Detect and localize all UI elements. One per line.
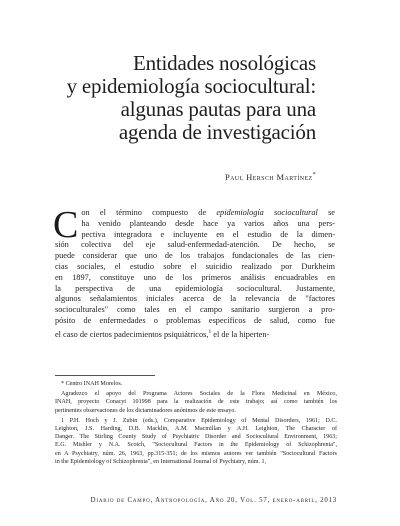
page-footer: Diario de Campo, Antropología, Año 20, Vol. 57, enero-abril, 2013 (90, 497, 337, 504)
body-text-segment: on el término compuesto de (81, 208, 217, 217)
body-line (55, 240, 335, 251)
body-line (55, 262, 335, 273)
body-text-segment: algunos señalamientos iniciales acerca de la relevancia de "factores (55, 294, 335, 304)
body-text-segment: el de la hiperten- (211, 329, 270, 339)
title-line: algunas pautas para una (120, 97, 316, 121)
body-line (55, 284, 335, 295)
footnote (55, 417, 337, 466)
body-line (55, 219, 335, 230)
body-line (55, 230, 335, 241)
body-text-segment: socioculturales" como tales en el campo sanitario surgieron a pro- (55, 305, 335, 315)
footnotes (55, 380, 337, 468)
footnote (55, 380, 337, 388)
footnote (55, 390, 337, 415)
body-line (55, 251, 335, 262)
body-text-segment: se (317, 208, 335, 217)
body-text-segment: puede considerar que uno de los trabajos fundacionales de las cien- (55, 251, 335, 261)
footnote-line: pertinentes observaciones de los dictaminadores anónimos de este ensayo. (55, 407, 236, 414)
footnote-line: * Centro INAH Morelos. (61, 381, 123, 387)
body-text-segment: el caso de ciertos padecimientos psiquiátricos, (55, 329, 209, 339)
title-line: y epidemiología sociocultural: (66, 74, 316, 98)
body-line (55, 273, 335, 284)
article-title (16, 52, 316, 144)
body-text-segment: la perspectiva de una epidemiología sociocultural. Justamente, (55, 283, 335, 293)
footnote-line: Leighton, J.S. Harding, D.B. Macklin, A.M. Macmillan y A.H. Leighton, The Character of (55, 426, 337, 433)
body-text-segment: en 1897, constituye uno de los primeros análisis encuadrables en (55, 272, 335, 282)
footnote-line: in the Epidemiology of Schizophrenia", en International Journal of Psychiatry, núm. 1, (55, 458, 267, 465)
title-line: agenda de investigación (118, 120, 316, 144)
body-line (55, 327, 335, 341)
author-name (225, 172, 316, 182)
footnote-line: en A Psychiatry, núm. 26, 1963, pp.315-351; de los mismos autores ver también "Sociocultural Factors (55, 450, 337, 457)
body-paragraph (53, 204, 335, 340)
body-text-segment: sión colectiva del eje salud-enfermedad-atención. De hecho, se (55, 240, 335, 250)
body-text-segment: pectiva integradora e incluyente en el estudio de la dimen- (81, 229, 335, 239)
author-name-text: Paul Hersch Martínez (224, 172, 313, 182)
body-text-segment: ha venido planteando desde hace ya varios años una pers- (81, 218, 335, 228)
footnote-divider (55, 375, 155, 376)
footnote-line: 1 P.H. Hoch y J. Zubin (eds.), Comparative Epidemiology of Mental Disorders, 1961; D.C. (61, 417, 337, 424)
body-line (55, 294, 335, 305)
footnote-line: Agradezco el apoyo del Programa Actores Sociales de la Flora Medicinal en México, (61, 391, 337, 398)
title-line: Entidades nosológicas (132, 51, 316, 75)
drop-cap: C (53, 204, 79, 246)
body-text-segment: cias sociales, el estudio sobre el suicidio realizado por Durkheim (55, 261, 335, 271)
body-line (55, 316, 335, 327)
footnote-line: INAH, proyecto Conacyt 101998 para la realización de este trabajo; así como también los (55, 399, 337, 406)
article-body (53, 204, 335, 340)
author-footnote-mark: * (312, 172, 316, 179)
body-text-segment: pósito de enfermedades o problemas específicos de salud, como fue (55, 315, 335, 325)
body-line (55, 305, 335, 316)
italic-term: epidemiología sociocultural (216, 208, 318, 217)
footnote-line: E.G. Mishler y N.A. Scotch, "Sociocultural Factors in the Epidemiology of Schizophrenia", (55, 442, 337, 449)
footnote-line: Danger. The Stirling County Study of Psychiatric Disorder and Sociocultural Environment, 1963; (55, 434, 337, 441)
footnote-ref: 1 (208, 328, 212, 335)
body-line (55, 208, 335, 219)
